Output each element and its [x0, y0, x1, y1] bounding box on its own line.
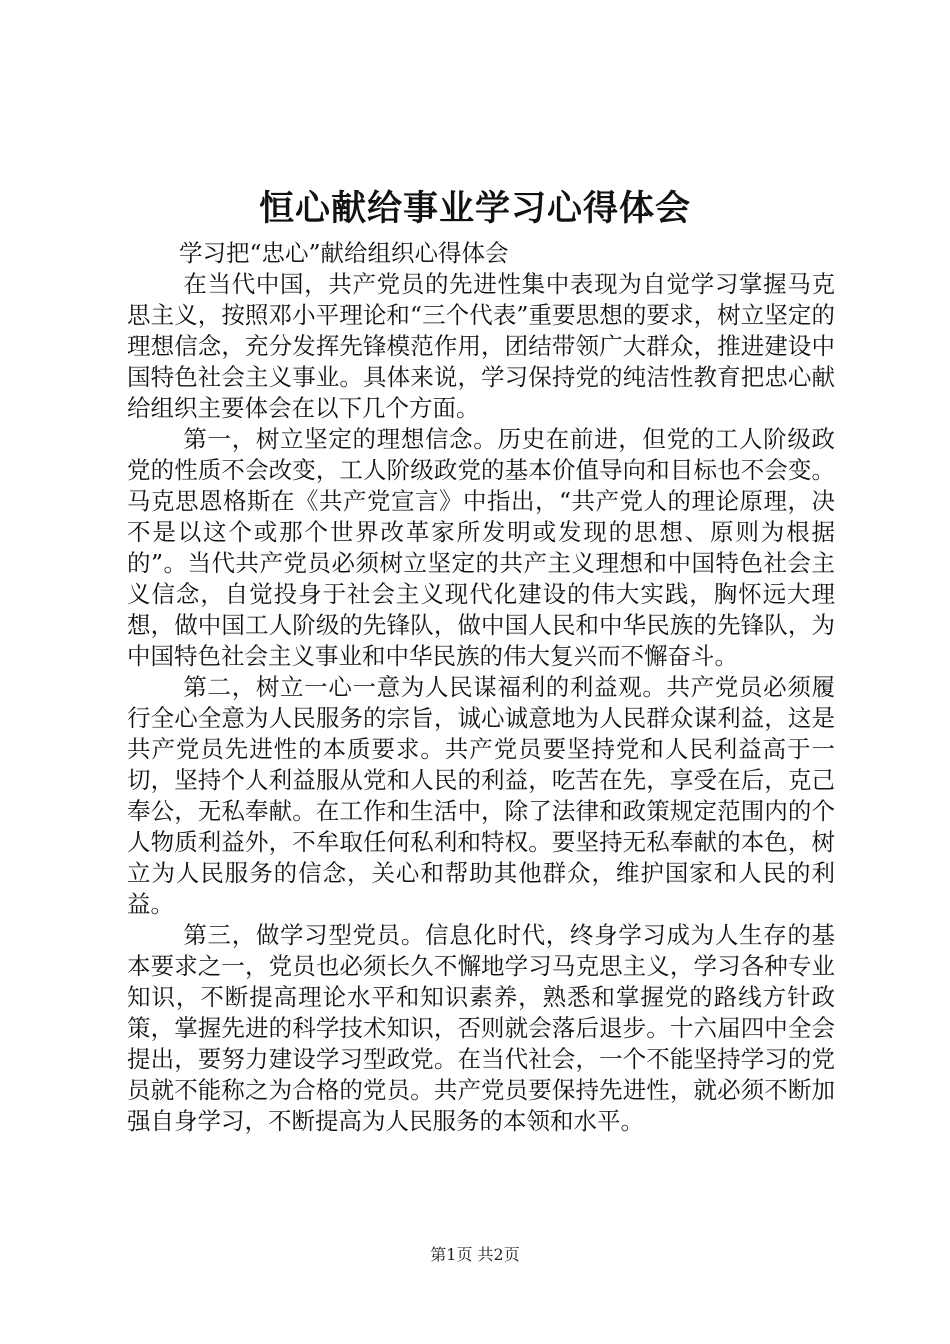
page-title: 恒心献给事业学习心得体会: [258, 188, 691, 229]
paragraph-intro: 在当代中国，共产党员的先进性集中表现为自觉学习掌握马克思主义，按照邓小平理论和“三个代表”重要思想的要求，树立坚定的理想信念，充分发挥先锋模范作用，团结带领广大群众，推进建设中国特色社会主义事业。具体来说，学习保持党的纯洁性教育把忠心献给组织主要体会在以下几个方面。: [127, 270, 835, 422]
document-body: [127, 238, 835, 1137]
paragraph-third: 第三，做学习型党员。信息化时代，终身学习成为人生存的基本要求之一，党员也必须长久不懈地学习马克思主义，学习各种专业知识，不断提高理论水平和知识素养，熟悉和掌握党的路线方针政策，掌握先进的科学技术知识，否则就会落后退步。十六届四中全会提出，要努力建设学习型政党。在当代社会，一个不能坚持学习的党员就不能称之为合格的党员。共产党员要保持先进性，就必须不断加强自身学习，不断提高为人民服务的本领和水平。: [127, 921, 835, 1135]
paragraph-second: 第二，树立一心一意为人民谋福利的利益观。共产党员必须履行全心全意为人民服务的宗旨，诚心诚意地为人民群众谋利益，这是共产党员先进性的本质要求。共产党员要坚持党和人民利益高于一切，坚持个人利益服从党和人民的利益，吃苦在先，享受在后，克己奉公，无私奉献。在工作和生活中，除了法律和政策规定范围内的个人物质利益外，不牟取任何私利和特权。要坚持无私奉献的本色，树立为人民服务的信念，关心和帮助其他群众，维护国家和人民的利益。: [127, 673, 835, 918]
document-subtitle: 学习把“忠心”献给组织心得体会: [179, 239, 509, 267]
paragraph-first: 第一，树立坚定的理想信念。历史在前进，但党的工人阶级政党的性质不会改变，工人阶级政党的基本价值导向和目标也不会变。马克思恩格斯在《共产党宣言》中指出，“共产党人的理论原理，决不是以这个或那个世界改革家所发明或发现的思想、原则为根据的”。当代共产党员必须树立坚定的共产主义理想和中国特色社会主义信念，自觉投身于社会主义现代化建设的伟大实践，胸怀远大理想，做中国工人阶级的先锋队，做中国人民和中华民族的先锋队，为中国特色社会主义事业和中华民族的伟大复兴而不懈奋斗。: [127, 425, 835, 670]
page-number-footer: 第1页 共2页: [430, 1245, 520, 1264]
